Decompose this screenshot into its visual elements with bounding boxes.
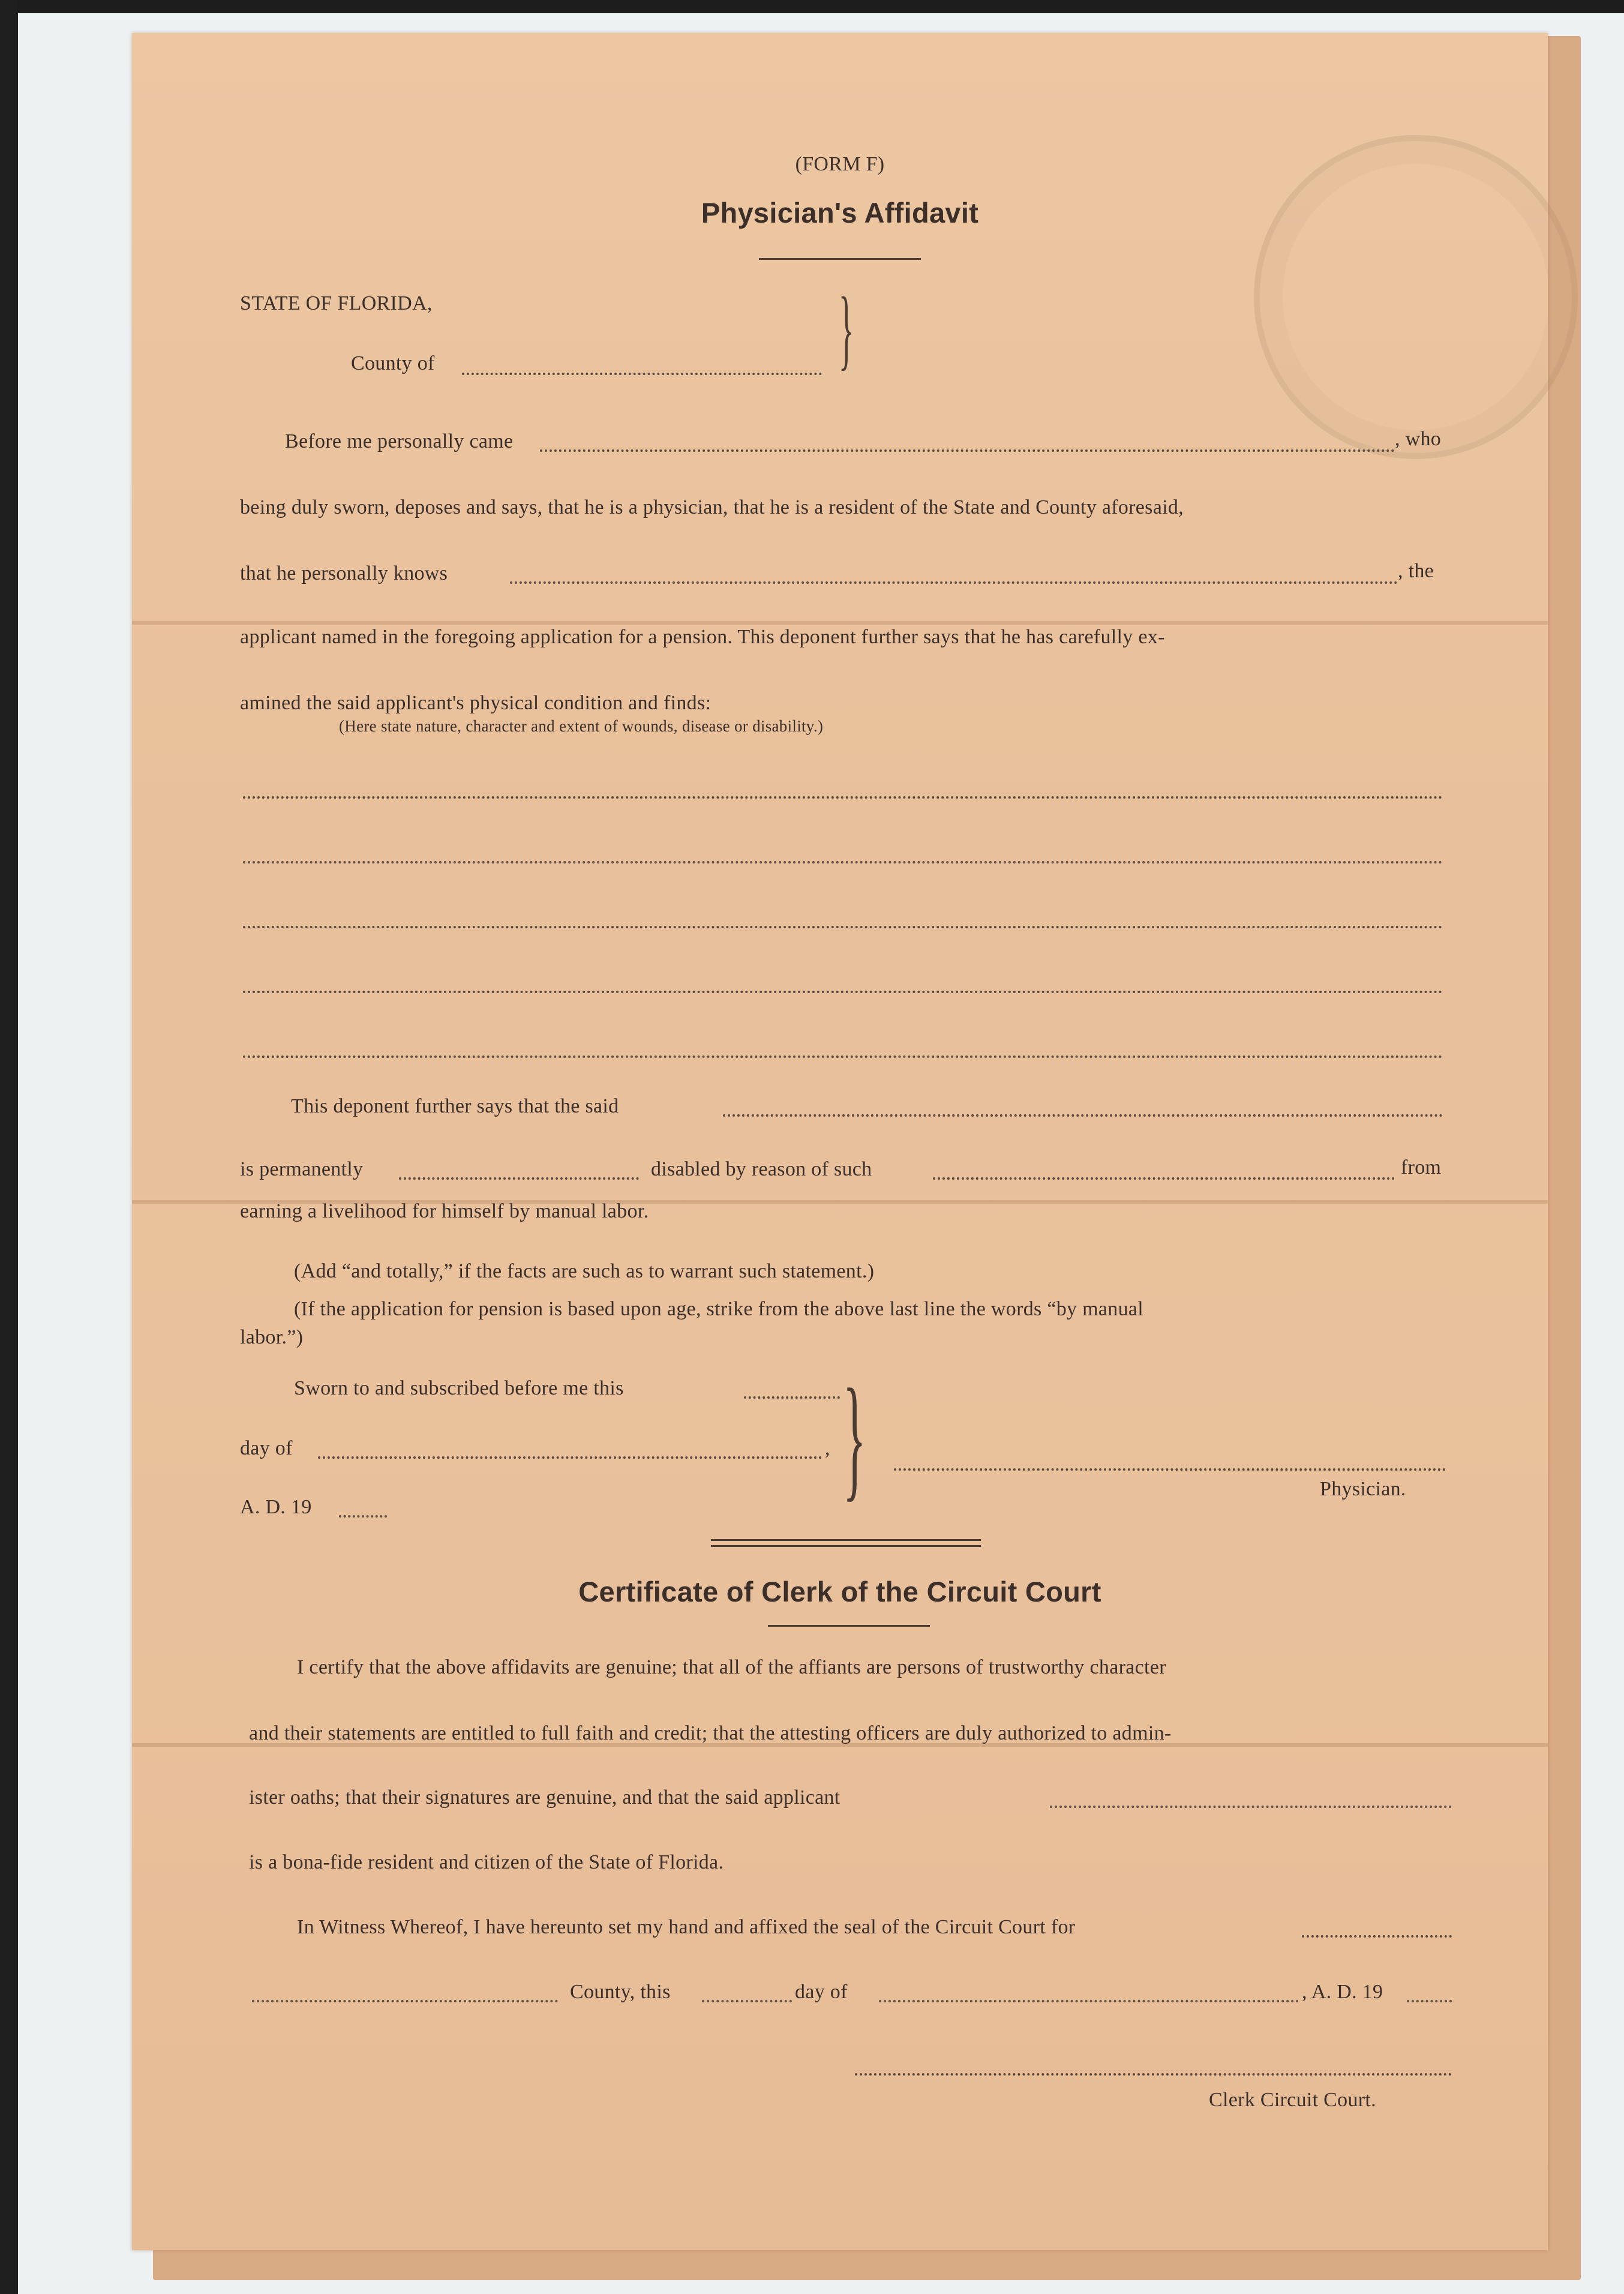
county-blank[interactable] xyxy=(462,373,822,375)
clerk-label: Clerk Circuit Court. xyxy=(1209,2089,1376,2111)
court-county-blank-a[interactable] xyxy=(1302,1935,1452,1938)
scanner-edge-left xyxy=(0,0,18,2294)
physician-signature-line[interactable] xyxy=(894,1468,1446,1471)
who-text: , who xyxy=(1395,428,1442,450)
certificate-line-5: In Witness Whereof, I have hereunto set my hand and affixed the seal of the Circuit Court for xyxy=(297,1916,1076,1938)
scanner-edge-top xyxy=(0,0,1624,13)
fold-crease xyxy=(132,621,1548,625)
month-blank[interactable] xyxy=(318,1456,822,1459)
the-text: , the xyxy=(1398,560,1434,582)
ad-text: A. D. 19 xyxy=(240,1496,312,1518)
affidavit-document xyxy=(132,33,1548,2250)
certificate-line-4: is a bona-fide resident and citizen of the State of Florida. xyxy=(249,1851,724,1873)
applicant-further-blank[interactable] xyxy=(723,1114,1443,1117)
condition-line-1[interactable] xyxy=(243,796,1443,799)
applicant-line: applicant named in the foregoing application for a pension. This deponent further says that he has carefully ex- xyxy=(240,626,1165,648)
sworn-day-blank[interactable] xyxy=(744,1396,840,1399)
page-title: Physician's Affidavit xyxy=(701,197,979,229)
before-me-text: Before me personally came xyxy=(285,430,514,452)
section-rule xyxy=(711,1539,981,1541)
disabled-by-text: disabled by reason of such xyxy=(651,1158,872,1180)
clerk-signature-line[interactable] xyxy=(855,2073,1452,2076)
earning-text: earning a livelihood for himself by manual labor. xyxy=(240,1200,649,1222)
permanently-text: is permanently xyxy=(240,1158,364,1180)
state-line: STATE OF FLORIDA, xyxy=(240,292,433,314)
physician-label: Physician. xyxy=(1320,1478,1406,1500)
comma-text: , xyxy=(825,1437,830,1459)
year-blank[interactable] xyxy=(339,1515,387,1518)
knows-text: that he personally knows xyxy=(240,562,448,584)
section-rule xyxy=(711,1545,981,1547)
brace: } xyxy=(839,279,854,379)
title-rule xyxy=(759,258,921,260)
county-this-text: County, this xyxy=(570,1981,671,2003)
age-note-cont: labor.”) xyxy=(240,1326,304,1348)
applicant-name-blank[interactable] xyxy=(510,581,1398,584)
certificate-day-of-text: day of xyxy=(795,1981,848,2003)
certificate-month-blank[interactable] xyxy=(879,2000,1299,2002)
sworn-physician-line: being duly sworn, deposes and says, that he is a physician, that he is a resident of the State and County aforesaid, xyxy=(240,496,1184,518)
disability-reason-blank[interactable] xyxy=(933,1177,1395,1180)
from-text: from xyxy=(1401,1156,1442,1179)
form-id: (FORM F) xyxy=(795,153,885,175)
condition-line-3[interactable] xyxy=(243,926,1443,928)
certificate-applicant-blank[interactable] xyxy=(1050,1806,1452,1808)
deponent-name-blank[interactable] xyxy=(540,449,1395,452)
certificate-ad-text: , A. D. 19 xyxy=(1302,1981,1383,2003)
day-of-text: day of xyxy=(240,1437,293,1459)
certificate-line-2: and their statements are entitled to full faith and credit; that the attesting officers are duly authorized to admin- xyxy=(249,1722,1172,1744)
condition-line-5[interactable] xyxy=(243,1055,1443,1058)
faded-court-seal xyxy=(1254,135,1578,459)
county-label: County of xyxy=(351,352,435,374)
certificate-line-3: ister oaths; that their signatures are genuine, and that the said applicant xyxy=(249,1786,840,1809)
certificate-line-1: I certify that the above affidavits are genuine; that all of the affiants are persons of trustworthy character xyxy=(297,1656,1166,1678)
examined-line: amined the said applicant's physical condition and finds: xyxy=(240,692,712,714)
court-county-blank-b[interactable] xyxy=(252,2000,558,2002)
certificate-title: Certificate of Clerk of the Circuit Court xyxy=(578,1576,1101,1608)
condition-line-2[interactable] xyxy=(243,861,1443,863)
brace: } xyxy=(843,1360,866,1513)
certificate-title-rule xyxy=(768,1625,930,1627)
age-note: (If the application for pension is based upon age, strike from the above last line the words “by manual xyxy=(294,1298,1144,1320)
further-says-text: This deponent further says that the said xyxy=(291,1095,619,1117)
certificate-year-blank[interactable] xyxy=(1407,2000,1452,2002)
condition-line-4[interactable] xyxy=(243,991,1443,993)
permanently-blank[interactable] xyxy=(399,1177,639,1180)
sworn-text: Sworn to and subscribed before me this xyxy=(294,1377,624,1399)
add-totally-note: (Add “and totally,” if the facts are such as to warrant such statement.) xyxy=(294,1260,875,1282)
certificate-day-blank[interactable] xyxy=(702,2000,792,2002)
nature-note: (Here state nature, character and extent of wounds, disease or disability.) xyxy=(339,717,824,735)
